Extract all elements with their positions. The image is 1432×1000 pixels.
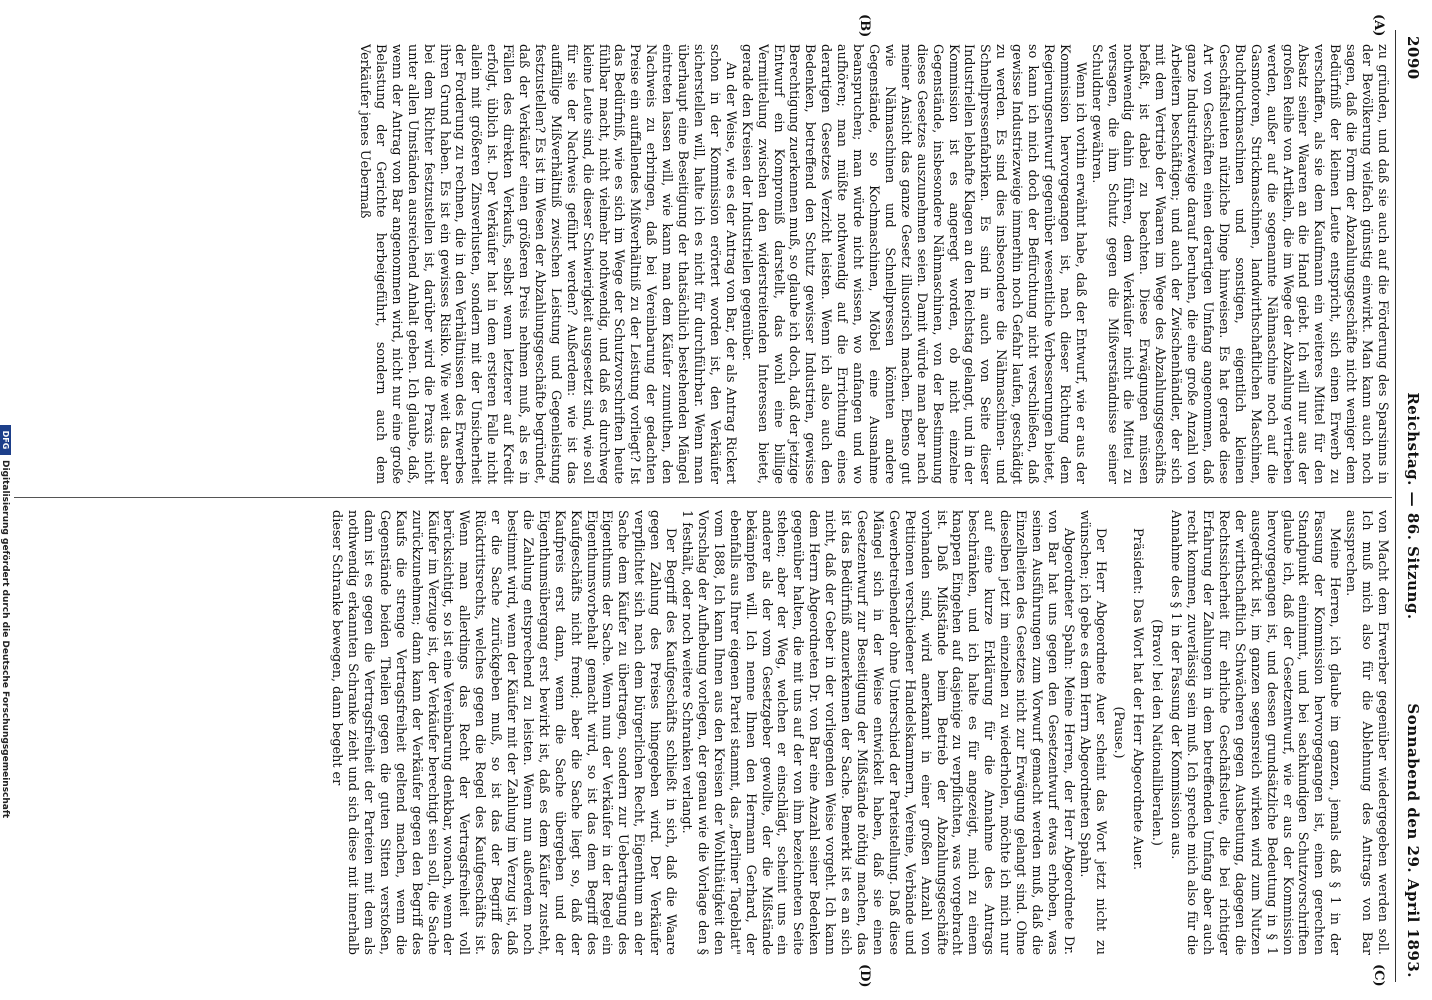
paragraph: von Macht dem Erwerber gegenüber wiedergegeben werden soll. Ich muß mich also für die Ablehnung des Antrags von Bar aussprechen. <box>1343 510 1390 955</box>
paragraph: zu gründen, und daß sie auch auf die Förderung des Sparsinns in der Bevölkerung vielfach günstig einwirkt. Man kann auch noch sagen, daß die Form der Abzahlungsgeschäfte nicht weniger dem Bedürfniß der kleinen Leute entspricht, sich einen Erwerb zu verschaffen, als sie dem Kaufmann ein weiteres Mittel für den Absatz seiner Waaren an die Hand giebt. Ich will nur aus der großen Reihe von Artikeln, die im Wege der Abzahlung vertrieben werden, außer auf die sogenannte Nähmaschine noch auf die Gasmotoren, Strickmaschinen, landwirthschaftlichen Maschinen, Buchdruckmaschinen und sonstigen, eigentlich kleinen Geschäftsleuten nützliche Dinge hinweisen. Es hat gerade diese Art von Geschäften einen derartigen Umfang angenommen, daß ganze Industriezweige darauf beruhen, die eine große Anzahl von Arbeitern beschäftigen; und auch der Zwischenhändler, der sich mit dem Vertrieb der Waaren im Wege des Abzahlungsgeschäfts befaßt, ist dabei zu beachten. Diese Erwägungen müssen nothwendig dahin führen, dem Verkäufer nicht die Mittel zu versagen, die ihm Schutz gegen die Mißverständnisse seiner Schuldner gewähren. <box>1088 44 1390 484</box>
margin-mark-a: (A) <box>1371 14 1386 37</box>
page-title: Reichstag. — 86. Sitzung. <box>1404 392 1422 620</box>
digitization-footer <box>0 30 10 982</box>
margin-mark-c: (C) <box>1371 964 1386 987</box>
column-divider <box>14 497 1392 498</box>
page-header <box>1398 30 1424 982</box>
applause-note: (Bravo! bei den Nationalliberalen.) <box>1149 619 1165 846</box>
dfg-logo-icon: DFG <box>0 425 11 455</box>
pause-note: (Pause.) <box>1111 706 1127 759</box>
paragraph: Wenn ich vorhin erwähnt habe, daß der Entwurf, wie er aus der Kommission hervorgegangen ist, nach dieser Richtung dem Regierungsentwurf gegenüber wesentliche Verbesserungen bietet, so kann ich mich doch der Befürchtung nicht verschließen, daß gewisse Industriezweige immerhin noch Gefahr laufen, geschädigt zu werden. Es sind dies insbesondere die Nähmaschinen- und Schnellpressenfabriken. Es sind in auch von Seite dieser Industriellen lebhafte Klagen an den Reichstag gelangt, und in der Kommission ist es angeregt worden, ob nicht einzelne Gegenstände, insbesondere Nähmaschinen, von der Bestimmung dieses Gesetzes auszunehmen seien. Damit würde man aber nach meiner Ansicht das ganze Gesetz illusorisch machen. Ebenso gut wie Nähmaschinen und Schnellpressen könnten andere Gegenstände, so Kochmaschinen, Möbel eine Ausnahme beanspruchen; man würde nicht wissen, wo anfangen und wo aufhören; man müßte nothwendig auf die Errichtung eines derartigen Gesetzes Verzicht leisten. Wenn ich also auch den Bedenken, betreffend den Schutz gewisser Industrien, gewisse Berechtigung zuerkennen muß, so glaube ich doch, daß der jetzige Entwurf ein Kompromiß darstellt, das wohl eine billige Vermittelung zwischen den widerstreitenden Interessen bietet, gerade den Kreisen der Industriellen gegenüber. <box>738 44 1088 484</box>
left-column <box>14 44 1390 484</box>
page-number: 2090 <box>1404 36 1422 80</box>
header-rule <box>1395 30 1396 982</box>
session-date: Sonnabend den 29. April 1893. <box>1404 703 1422 978</box>
speech-spahn: Abgeordneter Spahn: Meine Herren, der Herr Abgeordnete Dr. von Bar hat uns gegen den Gesetzentwurf etwas erhoben, was seinen Ausführungen zum Vorwurf gemacht werden muß, daß die Einzelheiten des Gesetzes nicht zur Erwägung gelangt sind. Ohne dieselben jetzt im einzelnen zu wiederholen, möchte ich mich nur auf eine kurze Erklärung für die Annahme des Antrags beschränken, und ich halte es für angezeigt, mich zu einem knappen Eingehen auf dasjenige zu verpflichten, was vorgebracht ist. Daß Mißstände beim Betrieb der Abzahlungsgeschäfte vorhanden sind, wird anerkannt in einer großen Anzahl von Petitionen verschiedener Handelskammern, Vereine, Verbände und Gewerbetreibender ohne Unterschied der Parteistellung. Daß diese Mängel sich in der Weise entwickelt haben, daß sie einen Gesetzentwurf zur Beseitigung der Mißstände nöthig machen, das ist das Bedürfniß anzuerkennen der Sache. Bemerkt ist es an sich nicht, daß der Geber in der vorliegenden Weise vorgeht. Ich kann dem Herrn Abgeordneten Dr. von Bar eine Anzahl seiner Bedenken gegenüber halten, die mit uns auf der von ihm bezeichneten Seite stehen; aber der Weg, welchen er einschlägt, scheint uns ein anderer als der vom Gesetzgeber gewollte, der die Mißstände bekämpfen will. Ich nenne Ihnen den Hermann Gerhard, der ebenfalls aus Ihrer eigenen Partei stammt, das „Berliner Tageblatt" vom 1888, Ich kann Ihnen aus den Kreisen der Wohlthätigkeit den Vorschlag der Aufhebung vorlegen, der genau wie die Vorlage den § 1 festhält, oder noch weitere Schranken verlangt. <box>679 510 1076 955</box>
paragraph: Meine Herren, ich glaube im ganzen, jemals daß § 1 in der Fassung der Kommission hervorgegangen ist, einen gerechten Standpunkt einnimmt, und bei sachkundigen Schutzvorschriften glaube ich, daß der Gesetzentwurf, wie er aus der Kommission hervorgegangen ist, und dessen grundsätzliche Bedeutung in § 1 ausgedrückt ist, im ganzen segensreich wirken wird zum Nutzen der wirthschaftlich Schwächeren gegen Ausbeutung, dagegen die Rechtssicherheit für ehrliche Geschäftsleute, die bei richtiger Erfahrung der Zahlungen in dem betreffenden Umfang aber auch recht kommen, zuverlässig sein muß. Ich spreche mich also für die Annahme des § 1 in der Fassung der Kommission aus. <box>1168 510 1343 955</box>
funding-note: Digitalisierung gefördert durch die Deutsche Forschungsgemeinschaft <box>0 460 10 819</box>
paragraph: Der Herr Abgeordnete Auer scheint das Wort jetzt nicht zu wünschen; ich gebe es dem Herrn Abgeordneten Spahn. <box>1076 510 1108 955</box>
paragraph: An der Weise, wie es der Antrag von Bar, der als Antrag Rickert schon in der Kommission erörtert worden ist, den Verkäufer sicherstellen will, halte ich es nicht für durchführbar. Wenn man überhaupt eine Beseitigung der thatsächlich bestehenden Mängel eintreten lassen will, wie kann man dem Käufer zumuthen, den Nachweis zu erbringen, daß bei Vereinbarung der gedachten Preise ein auffallendes Mißverhältniß zu der Leistung vorliegt? Ist das Bedürfniß, wie es sich im Wege der Schutzvorschriften heute fühlbar macht, nicht vielmehr nothwendig, und daß es durchweg kleine Leute sind, die dieser Schwierigkeit ausgesetzt sind, wie soll für sie der Nachweis geführt werden? Außerdem: wie ist das auffällige Mißverhältniß zwischen Leistung und Gegenleistung festzustellen? Es ist im Wesen der Abzahlungsgeschäfte begründet, daß der Verkäufer einen größeren Preis nehmen muß, als es in Fällen des direkten Verkaufs, selbst wenn letzterer auf Kredit erfolgt, üblich ist. Der Verkäufer hat in dem ersteren Falle nicht allein mit größeren Zinsverlusten, sondern mit der Unsicherheit der Forderung zu rechnen, die in den Verhältnissen des Erwerbes ihren Grund haben. Es ist ein gewisses Risiko. Wie weit das aber bei dem Richter festzustellen ist, darüber wird die Praxis nicht unter allen Umständen ausreichend Anhalt geben. Ich glaube, daß, wenn der Antrag von Bar angenommen wird, nicht nur eine große Belastung der Gerichte herbeigeführt, sondern auch dem Verkäufer jenes Uebermaß <box>357 44 738 484</box>
paragraph: Der Begriff des Kaufgeschäfts schließt in sich, daß die Waare gegen Zahlung des Preises hingegeben wird. Der Verkäufer verpflichtet sich nach dem bürgerlichen Recht, Eigenthum an der Sache dem Käufer zu übertragen, sondern zur Uebertragung des Eigenthums der Sache. Wenn nun der Verkäufer in der Regel ein Eigenthumsvorbehalt gemacht wird, so ist das dem Begriff des Kaufgeschäfts nicht fremd; aber die Sache liegt so, daß der Kaufpreis erst dann, wenn die Sache übergeben und der Eigenthumsübergang erst bewirkt ist, daß es dem Käufer zusteht, die Zahlung entsprechend zu leisten. Wenn nun außerdem noch bestimmt wird, wenn der Käufer mit der Zahlung im Verzug ist, daß er die Sache zurückgeben muß, so ist das der Begriff des Rücktrittsrechts, welches gegen die Regel des Kaufgeschäfts ist. Wenn man allerdings das Recht der Vertragsfreiheit voll berücksichtigt, so ist eine Vereinbarung denkbar, wonach, wenn der Käufer im Verzuge ist, der Verkäufer berechtigt sein soll, die Sache zurückzunehmen; dann kann der Verkäufer gegen den Begriff des Kaufs die strenge Vertragsfreiheit geltend machen, wenn die Gegenstände beiden Theilen gegen die guten Sitten verstoßen, dann ist es gegen die Vertragsfreiheit der Parteien mit dem als nothwendig erkannten Schranke zieht und sich diese mit innerhalb dieser Schranke bewegen, dann begeht er <box>329 510 679 955</box>
right-column <box>14 510 1390 955</box>
margin-mark-d: (D) <box>857 964 872 988</box>
margin-mark-b: (B) <box>857 14 872 38</box>
president-remark: Präsident: Das Wort hat der Herr Abgeordnete Auer. <box>1130 528 1146 871</box>
